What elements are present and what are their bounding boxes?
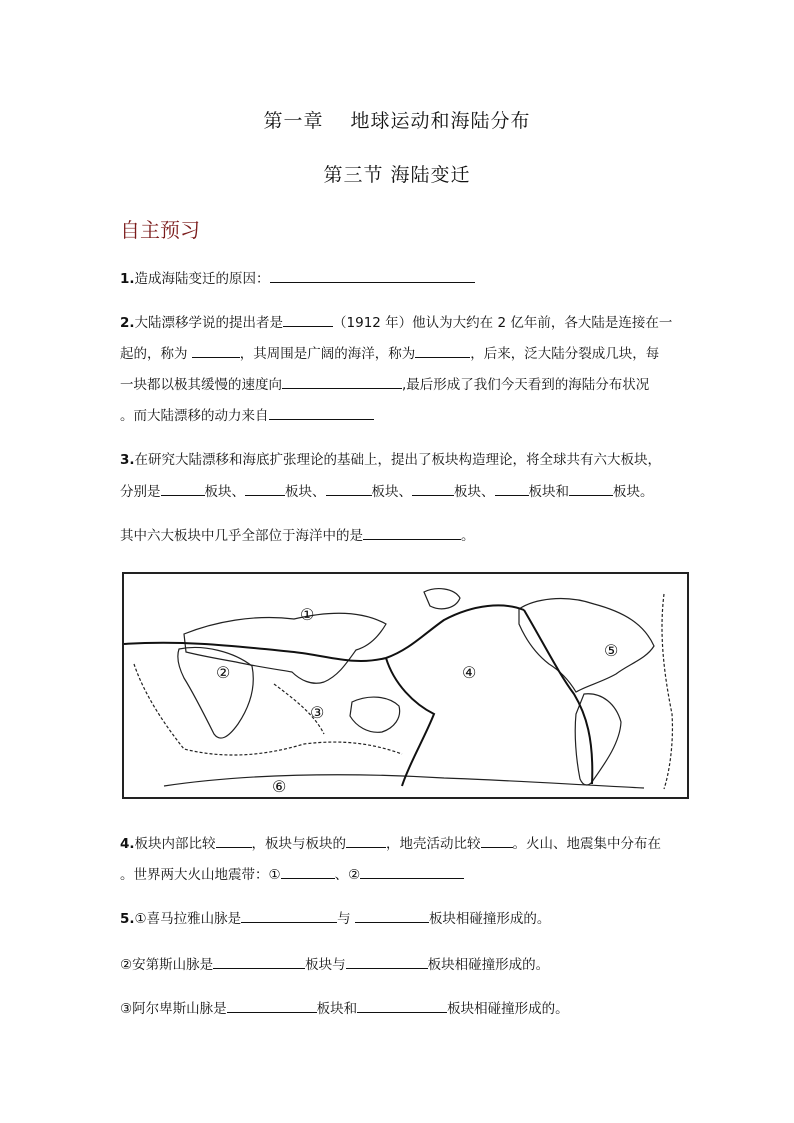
- question-text: （1912 年）他认为大约在 2 亿年前，各大陆是连接在一: [333, 315, 673, 331]
- continent-eurasia: [184, 613, 386, 683]
- plate-label-1: ①: [300, 605, 315, 624]
- landmass-greenland: [424, 589, 460, 609]
- question-text: 在研究大陆漂移和海底扩张理论的基础上，提出了板块构造理论，将全球共有六大板块，: [134, 452, 662, 468]
- question-text: 其中六大板块中几乎全部位于海洋中的是: [120, 528, 363, 544]
- answer-blank[interactable]: [213, 954, 305, 969]
- answer-blank[interactable]: [269, 405, 374, 420]
- question-text: 板块、: [371, 484, 412, 500]
- question-text: 板块与: [305, 957, 346, 973]
- continent-north-america: [519, 599, 654, 692]
- question-text: 大陆漂移学说的提出者是: [134, 315, 284, 331]
- answer-blank[interactable]: [412, 481, 454, 496]
- answer-blank[interactable]: [161, 481, 205, 496]
- answer-blank[interactable]: [282, 374, 402, 389]
- answer-blank[interactable]: [281, 864, 335, 879]
- answer-blank[interactable]: [415, 343, 470, 358]
- question-number: 3.: [120, 452, 135, 468]
- answer-blank[interactable]: [241, 908, 337, 923]
- plate-label-4: ④: [462, 663, 477, 682]
- answer-blank[interactable]: [326, 481, 372, 496]
- question-2-line-4: [120, 405, 374, 426]
- question-text: 一块都以极其缓慢的速度向: [120, 377, 282, 393]
- question-2-line-3: [120, 374, 649, 395]
- question-text: ，板块与板块的: [251, 836, 347, 852]
- tectonic-plates-map: [122, 572, 689, 799]
- question-2-line-1: [120, 312, 672, 333]
- question-text: 板块内部比较: [134, 836, 216, 852]
- answer-blank[interactable]: [270, 268, 475, 283]
- question-4-line-1: [120, 833, 661, 854]
- answer-blank[interactable]: [357, 998, 447, 1013]
- question-text: 板块相碰撞形成的。: [447, 1001, 569, 1017]
- answer-blank[interactable]: [355, 908, 429, 923]
- question-text: ，其周围是广阔的海洋，称为: [239, 346, 416, 362]
- question-text: ①喜马拉雅山脉是: [134, 911, 242, 927]
- ridge-atlantic: [662, 594, 672, 789]
- world-map-svg: [124, 574, 687, 797]
- question-4-line-2: [120, 864, 464, 885]
- plate-label-2: ②: [216, 663, 231, 682]
- question-text: ，地壳活动比较: [386, 836, 481, 852]
- question-text: 、②: [334, 867, 361, 883]
- answer-blank[interactable]: [363, 525, 461, 540]
- plate-boundary-east-pacific: [524, 610, 592, 784]
- question-text: 板块、: [204, 484, 245, 500]
- question-text: 板块、: [285, 484, 326, 500]
- ridge-indian: [134, 664, 402, 755]
- question-number: 5.: [120, 911, 135, 927]
- answer-blank[interactable]: [481, 833, 513, 848]
- question-text: 。而大陆漂移的动力来自: [120, 408, 269, 424]
- plate-boundary-west-pacific: [386, 658, 434, 786]
- answer-blank[interactable]: [245, 481, 285, 496]
- answer-blank[interactable]: [360, 864, 464, 879]
- plate-label-3: ③: [310, 703, 325, 722]
- question-1: [120, 268, 475, 289]
- answer-blank[interactable]: [495, 481, 529, 496]
- question-5-line-3: [120, 998, 569, 1019]
- question-number: 2.: [120, 315, 135, 331]
- question-text: 板块。: [613, 484, 654, 500]
- question-3-line-3: [120, 525, 475, 546]
- question-text: ③阿尔卑斯山脉是: [120, 1001, 227, 1017]
- question-text: 与: [337, 911, 355, 927]
- answer-blank[interactable]: [216, 833, 252, 848]
- question-3-line-1: [120, 450, 661, 470]
- section-title: 第三节 海陆变迁: [323, 164, 471, 186]
- question-text: ②安第斯山脉是: [120, 957, 214, 973]
- question-number: 1.: [120, 271, 135, 287]
- question-text: 板块相碰撞形成的。: [427, 957, 550, 973]
- question-text: ,最后形成了我们今天看到的海陆分布状况: [402, 377, 650, 393]
- question-5-line-2: [120, 954, 549, 975]
- question-3-line-2: [120, 481, 654, 502]
- question-text: 分别是: [120, 484, 161, 500]
- question-2-line-2: [120, 343, 659, 364]
- continent-africa: [178, 648, 253, 739]
- answer-blank[interactable]: [283, 312, 333, 327]
- question-text: 板块、: [454, 484, 495, 500]
- question-text: 板块和: [528, 484, 569, 500]
- preview-heading: 自主预习: [120, 218, 200, 242]
- question-text: 。世界两大火山地震带：①: [120, 867, 281, 883]
- question-text: ，后来，泛大陆分裂成几块，每: [470, 346, 660, 362]
- question-text: 。: [461, 528, 475, 544]
- answer-blank[interactable]: [346, 954, 428, 969]
- answer-blank[interactable]: [346, 833, 386, 848]
- question-5-line-1: [120, 908, 550, 929]
- question-text: 板块和: [316, 1001, 358, 1017]
- plate-label-5: ⑤: [604, 641, 619, 660]
- question-text: 板块相碰撞形成的。: [428, 911, 551, 927]
- chapter-title: 第一章 地球运动和海陆分布: [263, 110, 531, 132]
- continent-south-america: [575, 694, 621, 785]
- answer-blank[interactable]: [192, 343, 240, 358]
- answer-blank[interactable]: [227, 998, 317, 1013]
- question-text: 起的，称为: [120, 346, 192, 362]
- continent-australia: [350, 697, 400, 732]
- question-number: 4.: [120, 836, 135, 852]
- question-text: 。火山、地震集中分布在: [512, 836, 662, 852]
- plate-label-6: ⑥: [272, 777, 287, 796]
- question-text: 造成海陆变迁的原因：: [134, 271, 270, 287]
- answer-blank[interactable]: [569, 481, 613, 496]
